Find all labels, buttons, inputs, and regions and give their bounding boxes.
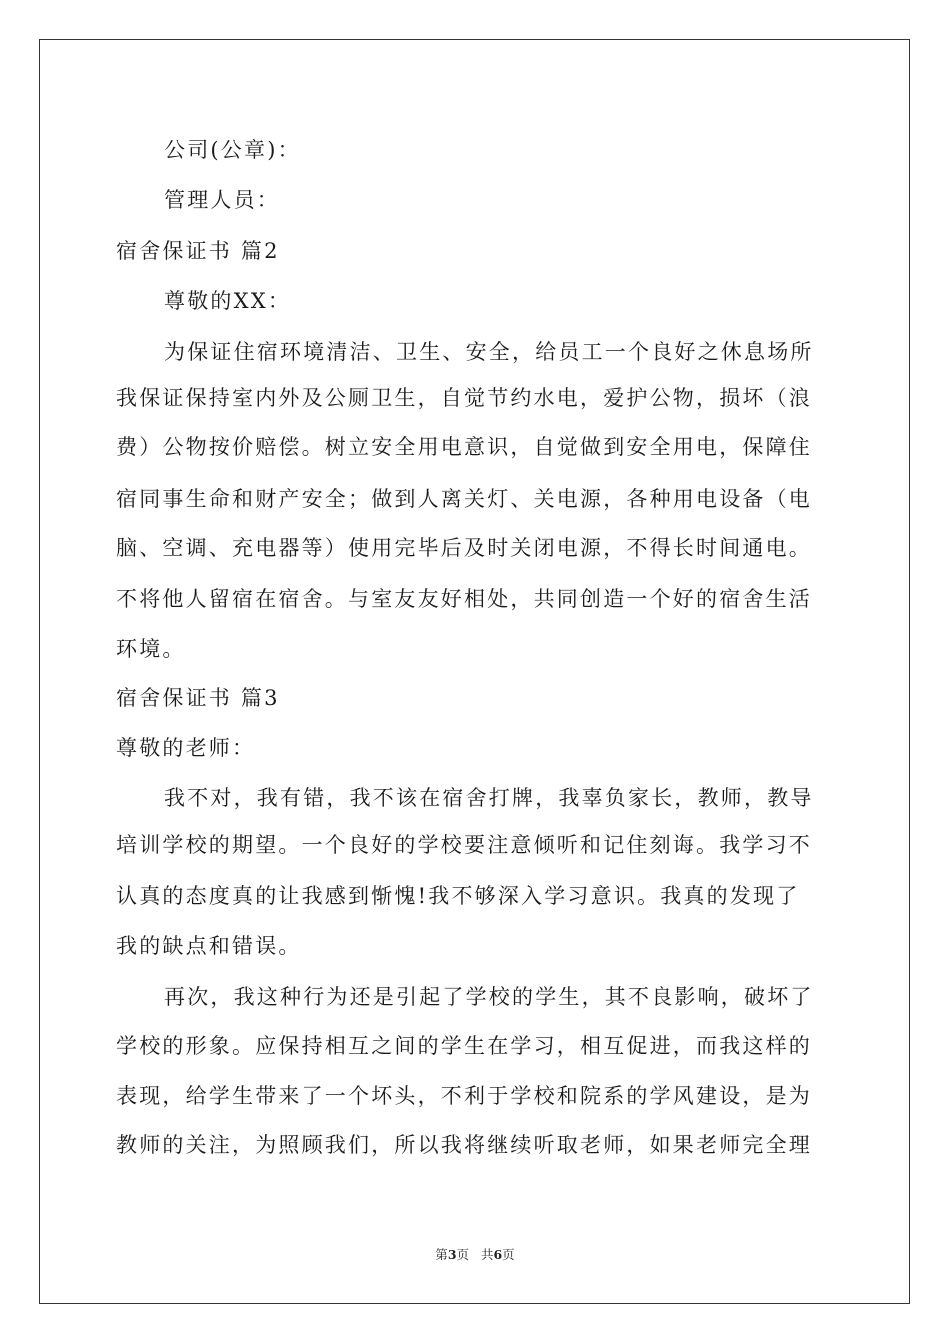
paragraph-line: 再次，我这种行为还是引起了学校的学生，其不良影响，破坏了 [164,985,814,1009]
paragraph-line: 不将他人留宿在宿舍。与室友友好相处，共同创造一个好的宿舍生活 [116,587,812,611]
page-current: 3 [447,1247,457,1262]
salutation-3: 尊敬的老师： [116,736,256,760]
paragraph-line: 费）公物按价赔偿。树立安全用电意识，自觉做到安全用电，保障住 [116,435,812,459]
company-seal-line: 公司(公章)： [164,138,301,162]
page-total: 6 [493,1247,503,1262]
paragraph-line: 表现，给学生带来了一个坏头，不利于学校和院系的学风建设，是为 [116,1084,812,1108]
page-border [39,39,910,1304]
paragraph-line: 脑、空调、充电器等）使用完毕后及时关闭电源，不得长时间通电。 [116,536,812,560]
paragraph-line: 为保证住宿环境清洁、卫生、安全，给员工一个良好之休息场所 [164,340,814,364]
page-footer [0,1247,950,1263]
total-prefix: 共 [480,1247,494,1262]
manager-line: 管理人员： [164,188,280,212]
paragraph-line: 培训学校的期望。一个良好的学校要注意倾听和记住刻诲。我学习不 [116,833,812,857]
paragraph-line: 教师的关注，为照顾我们，所以我将继续听取老师，如果老师完全理 [116,1133,812,1157]
paragraph-line: 我保证保持室内外及公厕卫生，自觉节约水电，爱护公物，损坏（浪 [116,386,812,410]
page-prefix: 第 [435,1247,448,1262]
paragraph-line: 环境。 [116,637,186,661]
section-heading-3: 宿舍保证书 篇3 [116,686,280,710]
section-heading-2: 宿舍保证书 篇2 [116,239,280,263]
page-suffix: 页 [456,1247,470,1262]
total-suffix: 页 [502,1247,515,1262]
paragraph-line: 宿同事生命和财产安全；做到人离关灯、关电源，各种用电设备（电 [116,487,812,511]
paragraph-line: 学校的形象。应保持相互之间的学生在学习，相互促进，而我这样的 [116,1034,812,1058]
paragraph-line: 我的缺点和错误。 [116,934,302,958]
salutation-2: 尊敬的XX： [164,289,292,313]
paragraph-line: 认真的态度真的让我感到惭愧!我不够深入学习意识。我真的发现了 [116,884,800,908]
paragraph-line: 我不对，我有错，我不该在宿舍打牌，我辜负家长，教师，教导 [164,786,814,810]
